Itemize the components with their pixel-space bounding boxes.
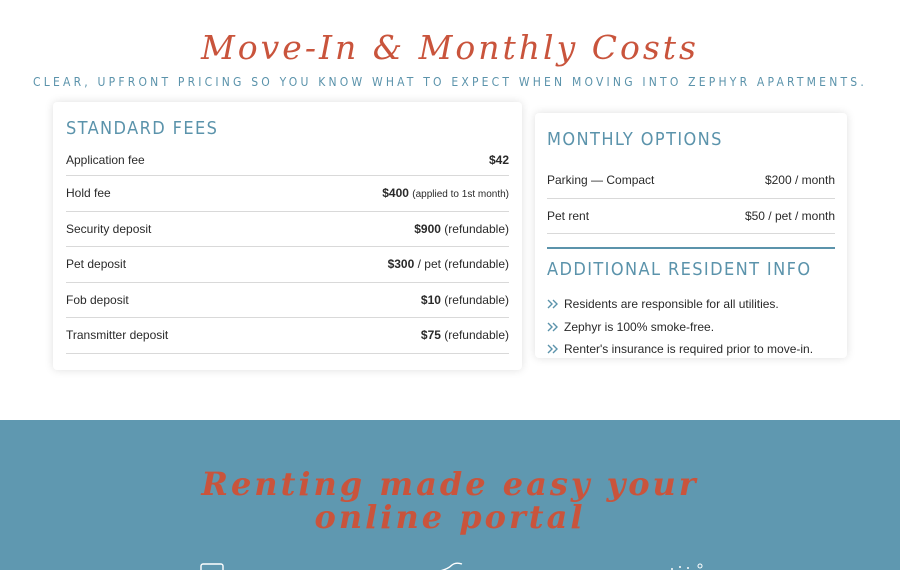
portal-title-line2: online portal (314, 498, 586, 536)
portal-title-line1: Renting made easy your (201, 465, 699, 503)
fee-label: Security deposit (66, 221, 152, 236)
info-text: Zephyr is 100% smoke-free. (564, 319, 715, 334)
fee-row-transmitter (66, 318, 509, 354)
fee-row-fob (66, 283, 509, 319)
monthly-label: Pet rent (547, 208, 590, 223)
monthly-label: Parking — Compact (547, 173, 655, 188)
standard-fees-list (66, 144, 509, 354)
monthly-amount: $50 / pet / month (744, 208, 835, 223)
list-item (547, 316, 835, 339)
fee-label: Transmitter deposit (66, 328, 169, 343)
fee-label: Application fee (66, 152, 145, 167)
fee-row-hold (66, 176, 509, 212)
standard-fees-heading: STANDARD FEES (66, 118, 219, 139)
page-title: Move-In & Monthly Costs (201, 28, 699, 67)
info-text: Renter's insurance is required prior to move-in. (564, 342, 814, 357)
fee-amount: $42 (488, 152, 509, 167)
monthly-options-card (535, 113, 847, 358)
chevrons-right-icon (547, 299, 559, 309)
fee-amount: $75 (refundable) (420, 328, 509, 343)
page-subtitle: CLEAR, UPFRONT PRICING SO YOU KNOW WHAT TO EXPECT WHEN MOVING INTO ZEPHYR APARTMENTS. (33, 75, 867, 89)
list-item (547, 338, 835, 361)
fee-label: Fob deposit (66, 292, 129, 307)
section-divider (547, 247, 835, 249)
monthly-options-list (547, 163, 835, 234)
portal-sparkle-icon (668, 562, 704, 570)
standard-fees-card (53, 102, 522, 370)
portal-bird-icon (438, 562, 464, 570)
fee-amount: $300 / pet (refundable) (387, 257, 509, 272)
additional-info-list (547, 293, 835, 361)
portal-card-icon (200, 562, 226, 570)
chevrons-right-icon (547, 344, 559, 354)
info-text: Residents are responsible for all utilities. (564, 297, 779, 312)
monthly-options-heading: MONTHLY OPTIONS (547, 129, 723, 150)
fee-row-application (66, 144, 509, 176)
fee-row-pet (66, 247, 509, 283)
additional-info-heading: ADDITIONAL RESIDENT INFO (547, 259, 812, 280)
fee-label: Pet deposit (66, 257, 127, 272)
list-item (547, 293, 835, 316)
monthly-row-parking (547, 163, 835, 199)
chevrons-right-icon (547, 322, 559, 332)
fee-amount: $900 (refundable) (414, 221, 509, 236)
monthly-row-pet-rent (547, 199, 835, 235)
monthly-amount: $200 / month (764, 173, 835, 188)
fee-row-security (66, 212, 509, 248)
fee-amount: $10 (refundable) (420, 292, 509, 307)
portal-title (0, 465, 900, 536)
fee-amount: $400 (applied to 1st month) (382, 186, 509, 201)
fee-label: Hold fee (66, 186, 111, 201)
